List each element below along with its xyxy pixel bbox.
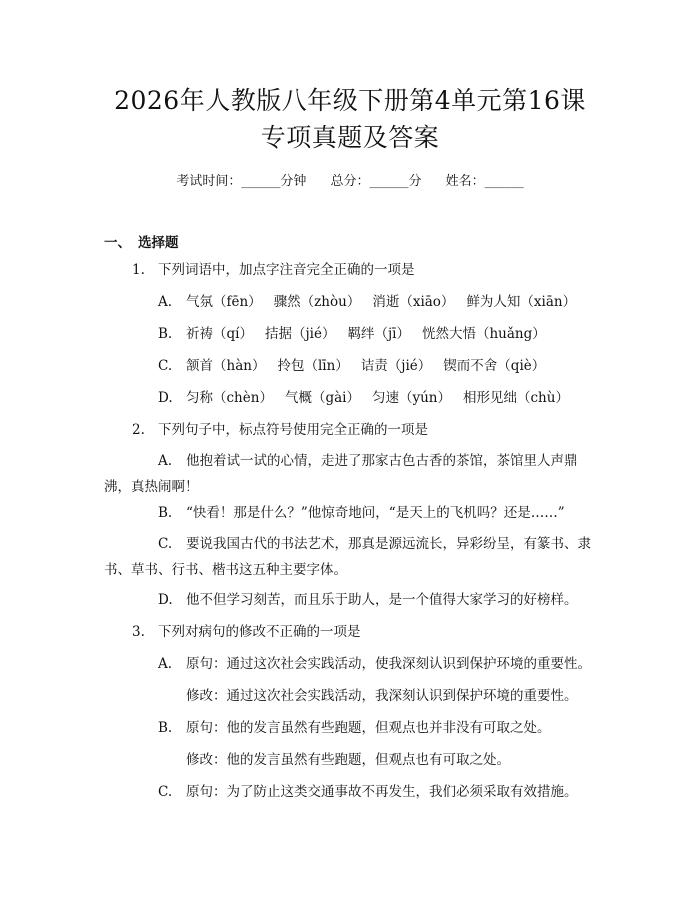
revised-sentence: 修改：通过这次社会实践活动，我深刻认识到保护环境的重要性。 [186,688,578,704]
original-sentence: 原句：为了防止这类交通事故不再发生，我们必须采取有效措施。 [186,784,578,800]
option-label: C. [158,358,173,374]
q1-option-a [158,293,588,311]
question-stem: 下列句子中，标点符号使用完全正确的一项是 [158,422,428,438]
option-word: 拮据（jié） [264,326,336,342]
q2-option-c [104,531,604,583]
question-number: 1. [132,262,145,278]
q3-option-a-revised [186,687,578,705]
exam-info [0,170,700,189]
option-word: 锲而不舍（qiè） [443,358,546,374]
option-word: 气氛（fēn） [186,294,262,310]
option-word: 骤然（zhòu） [273,294,361,310]
option-label: C. [158,784,173,800]
q3-option-a-original [158,655,591,673]
revised-sentence: 修改：他的发言虽然有些跑题，但观点也有可取之处。 [186,752,510,768]
section-heading [104,231,179,251]
q2-option-b [158,504,565,522]
option-word: 恍然大悟（huǎng） [421,326,546,342]
option-word: 诘责（jié） [360,358,432,374]
q3-option-b-original [158,719,551,737]
q1-option-b [158,325,558,343]
section-label: 选择题 [138,235,179,251]
document-subtitle: 专项真题及答案 [260,123,440,152]
option-word: 匀速（yún） [371,390,451,406]
option-word: 消逝（xiāo） [372,294,455,310]
option-label: B. [158,505,173,521]
option-label: A. [158,453,173,469]
option-word: 匀称（chèn） [186,390,273,406]
original-sentence: 原句：他的发言虽然有些跑题，但观点也并非没有可取之处。 [186,720,551,736]
q2-option-d [158,591,578,609]
question-stem: 下列对病句的修改不正确的一项是 [158,624,361,640]
exam-total-score: 总分：______分 [330,174,422,189]
exam-name: 姓名：______ [445,174,524,189]
section-number: 一、 [104,235,131,251]
question-3 [132,623,361,641]
q1-option-c [158,357,557,375]
option-word: 祈祷（qí） [186,326,253,342]
option-word: 气概（gài） [284,390,360,406]
option-label: D. [158,592,173,608]
option-label: B. [158,326,173,342]
q2-option-a [104,448,604,500]
option-text: 他抱着试一试的心情，走进了那家古色古香的茶馆，茶馆里人声鼎沸，真热闹啊！ [104,453,578,495]
option-text: 他不但学习刻苦，而且乐于助人，是一个值得大家学习的好榜样。 [186,592,578,608]
option-word: 颔首（hàn） [186,358,266,374]
option-word: 相形见绌（chù） [463,390,569,406]
question-number: 2. [132,422,145,438]
option-text: 要说我国古代的书法艺术，那真是源远流长，异彩纷呈，有篆书、隶书、草书、行书、楷书这五种主要字体。 [104,536,591,578]
option-label: D. [158,390,173,406]
question-number: 3. [132,624,145,640]
option-text: “快看！那是什么？”他惊奇地问，“是天上的飞机吗？还是……” [186,505,565,521]
option-word: 鲜为人知（xiān） [466,294,577,310]
question-2 [132,421,428,439]
q3-option-b-revised [186,751,510,769]
option-label: B. [158,720,173,736]
exam-time: 考试时间：______分钟 [176,174,307,189]
option-word: 拎包（līn） [277,358,349,374]
option-label: A. [158,294,173,310]
option-label: A. [158,656,173,672]
original-sentence: 原句：通过这次社会实践活动，使我深刻认识到保护环境的重要性。 [186,656,591,672]
option-label: C. [158,536,173,552]
q1-option-d [158,389,581,407]
document-title: 2026年人教版八年级下册第4单元第16课 [114,86,586,115]
question-1 [132,261,415,279]
q3-option-c-original [158,783,578,801]
option-word: 羁绊（jī） [347,326,410,342]
question-stem: 下列词语中，加点字注音完全正确的一项是 [158,262,415,278]
